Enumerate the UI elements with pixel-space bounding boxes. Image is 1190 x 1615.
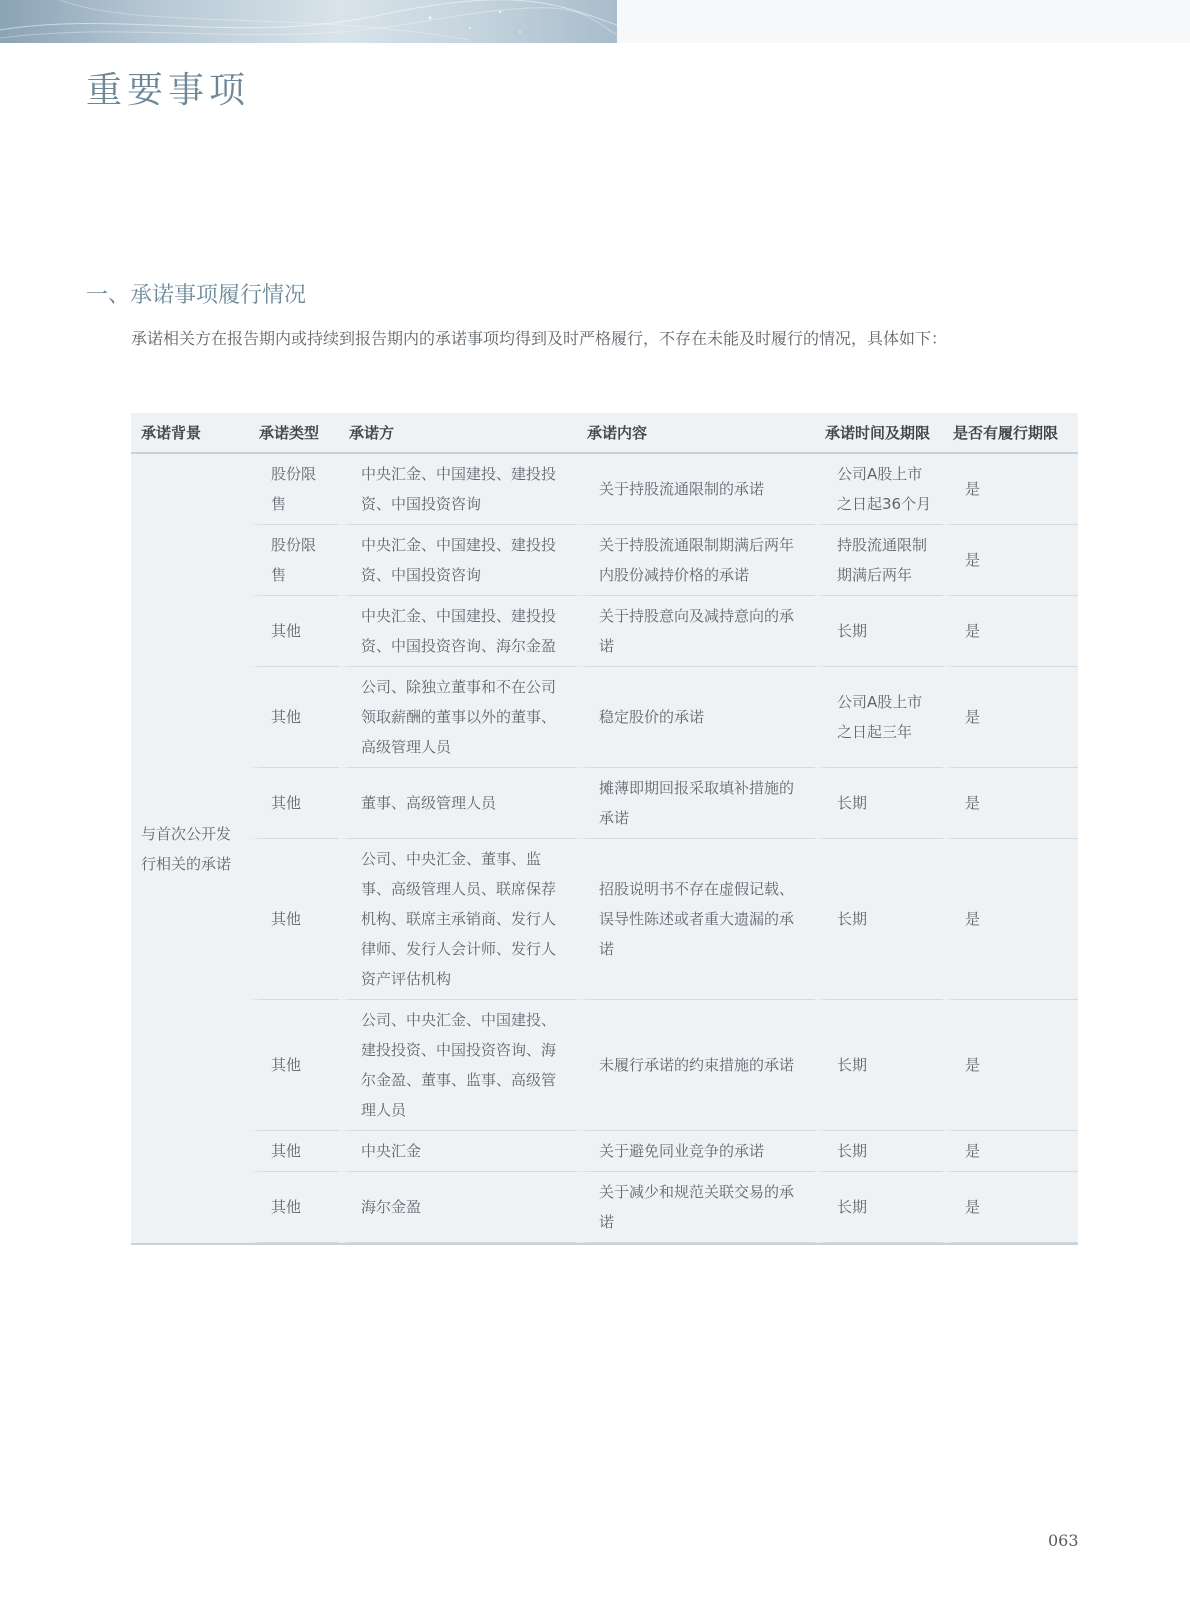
cell-content: 关于减少和规范关联交易的承诺 [577,1172,815,1243]
cell-has-term: 是 [943,1172,1078,1243]
cell-term: 长期 [815,839,943,1000]
cell-type: 股份限售 [249,525,339,596]
cell-content: 未履行承诺的约束措施的承诺 [577,1000,815,1131]
cell-has-term: 是 [943,839,1078,1000]
header-content: 承诺内容 [577,413,815,454]
header-type: 承诺类型 [249,413,339,454]
table-row [131,667,1078,768]
intro-paragraph: 承诺相关方在报告期内或持续到报告期内的承诺事项均得到及时严格履行，不存在未能及时履行的情况，具体如下： [131,329,948,348]
header-term: 承诺时间及期限 [815,413,943,454]
cell-party: 中央汇金 [339,1131,577,1172]
cell-term: 长期 [815,1172,943,1243]
banner-texture-image [0,0,617,43]
table-row [131,454,1078,525]
cell-party: 董事、高级管理人员 [339,768,577,839]
commitments-table [131,413,1078,1245]
table-row [131,1131,1078,1172]
cell-term: 公司A股上市之日起三年 [815,667,943,768]
cell-has-term: 是 [943,768,1078,839]
table-row [131,525,1078,596]
cell-content: 关于持股流通限制期满后两年内股份减持价格的承诺 [577,525,815,596]
cell-content: 关于持股意向及减持意向的承诺 [577,596,815,667]
table-row [131,1000,1078,1131]
cell-content: 招股说明书不存在虚假记载、误导性陈述或者重大遗漏的承诺 [577,839,815,1000]
cell-party: 中央汇金、中国建投、建投投资、中国投资咨询、海尔金盈 [339,596,577,667]
table-row [131,1172,1078,1243]
header-banner-right [617,0,1190,43]
cell-party: 公司、中央汇金、中国建投、建投投资、中国投资咨询、海尔金盈、董事、监事、高级管理人员 [339,1000,577,1131]
section-heading: 一、承诺事项履行情况 [86,283,307,308]
cell-has-term: 是 [943,1131,1078,1172]
cell-party: 中央汇金、中国建投、建投投资、中国投资咨询 [339,525,577,596]
cell-type: 其他 [249,1131,339,1172]
cell-content: 关于避免同业竞争的承诺 [577,1131,815,1172]
cell-term: 公司A股上市之日起36个月 [815,454,943,525]
cell-type: 其他 [249,768,339,839]
cell-type: 股份限售 [249,454,339,525]
header-party: 承诺方 [339,413,577,454]
table-header-row [131,413,1078,454]
cell-party: 公司、中央汇金、董事、监事、高级管理人员、联席保荐机构、联席主承销商、发行人律师、发行人会计师、发行人资产评估机构 [339,839,577,1000]
cell-content: 摊薄即期回报采取填补措施的承诺 [577,768,815,839]
table-row [131,768,1078,839]
cell-type: 其他 [249,839,339,1000]
cell-term: 持股流通限制期满后两年 [815,525,943,596]
cell-has-term: 是 [943,667,1078,768]
cell-content: 关于持股流通限制的承诺 [577,454,815,525]
header-background: 承诺背景 [131,413,249,454]
cell-has-term: 是 [943,596,1078,667]
cell-has-term: 是 [943,454,1078,525]
cell-party: 海尔金盈 [339,1172,577,1243]
cell-term: 长期 [815,1000,943,1131]
cell-term: 长期 [815,1131,943,1172]
cell-party: 中央汇金、中国建投、建投投资、中国投资咨询 [339,454,577,525]
cell-has-term: 是 [943,1000,1078,1131]
header-has-term: 是否有履行期限 [943,413,1078,454]
cell-term: 长期 [815,596,943,667]
table-row [131,596,1078,667]
cell-background: 与首次公开发行相关的承诺 [141,824,232,873]
cell-type: 其他 [249,596,339,667]
cell-has-term: 是 [943,525,1078,596]
cell-term: 长期 [815,768,943,839]
cell-content: 稳定股价的承诺 [577,667,815,768]
page-number: 063 [1048,1531,1079,1550]
page-title: 重要事项 [86,70,251,111]
cell-party: 公司、除独立董事和不在公司领取薪酬的董事以外的董事、高级管理人员 [339,667,577,768]
header-banner [0,0,617,43]
cell-type: 其他 [249,1000,339,1131]
table-row [131,839,1078,1000]
cell-type: 其他 [249,1172,339,1243]
cell-type: 其他 [249,667,339,768]
